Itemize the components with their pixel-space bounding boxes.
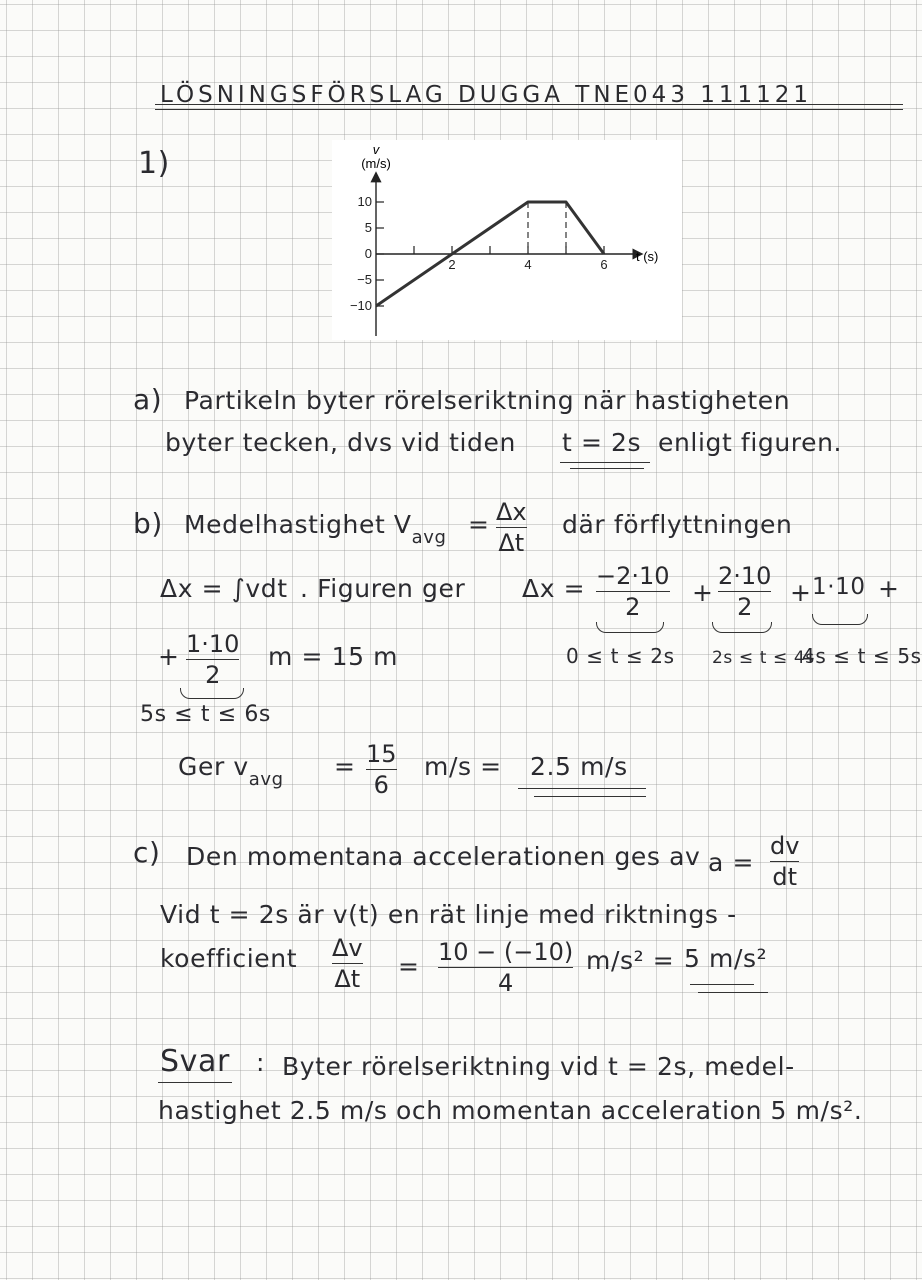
term1-denominator: 2 [625,593,641,621]
fraction-bar [596,591,670,592]
fraction-bar [438,967,573,968]
part-c-line1: Den momentana accelerationen ges av [186,842,701,871]
ger-symbol: Ger v [178,752,249,781]
part-b-eq: = [468,510,490,539]
range3-brace [812,614,868,625]
calc-denominator: 4 [498,969,514,997]
ger-answer: 2.5 m/s [530,752,628,781]
svar-label: Svar [160,1044,230,1079]
k-numerator: Δv [332,934,363,962]
dx-numerator: Δx [496,498,527,526]
part-c-line2: Vid t = 2s är v(t) en rät linje med riktnings - [160,900,737,929]
ger-numerator: 15 [366,740,397,768]
plus-sign: + [878,574,900,603]
ger-unit: m/s = [424,752,502,781]
x-axis-label: t (s) [636,249,659,264]
dt-denominator: dt [772,863,798,891]
part-a-line2-pre: byter tecken, dvs vid tiden [165,428,516,457]
term2-fraction [718,562,771,621]
velocity-chart-svg [332,140,682,340]
term2-denominator: 2 [737,593,753,621]
ger-fraction [366,740,397,799]
term3: 1·10 [812,574,866,600]
part-b-line1-post: där förflyttningen [562,510,793,539]
x-tick-label: 2 [448,257,456,272]
ger-subscript: avg [248,769,284,790]
term1-fraction [596,562,670,621]
y-tick-label: −10 [349,298,372,313]
y-tick-label: −5 [357,272,372,287]
plus-sign: + [692,578,714,607]
plus-sign: + [790,578,812,607]
term4-numerator: 1·10 [186,630,240,658]
svar-line2: hastighet 2.5 m/s och momentan acceleration 5 m/s². [158,1096,863,1125]
part-b-integral: Δx = ∫vdt [160,574,288,603]
calc-numerator: 10 − (−10) [438,938,574,966]
range1-brace [596,622,664,633]
y-axis-unit: (m/s) [361,156,391,171]
ger-answer-underline-2 [534,796,646,797]
part-a-answer: t = 2s [562,428,642,457]
calc-unit: m/s² = [586,946,675,975]
part-b-label: b) [133,507,163,540]
x-tick-label: 6 [600,257,608,272]
a-eq: a = [708,848,755,877]
part-c-answer: 5 m/s² [684,944,768,973]
range-2-4: 2s ≤ t ≤ 4s [712,648,815,668]
part-b-dx-eq: Δx = [522,574,586,603]
part-c-label: c) [133,836,161,869]
dv-dt-fraction [770,832,799,891]
fraction-bar [332,963,363,964]
page-title: LÖSNINGSFÖRSLAG DUGGA TNE043 111121 [160,82,813,108]
term2-numerator: 2·10 [718,562,772,590]
c-answer-underline-2 [698,992,768,993]
part-a-answer-underline-2 [570,468,644,469]
part-a-answer-underline-1 [560,462,650,463]
svar-colon: : [256,1048,266,1077]
c-answer-underline-1 [690,984,754,985]
range2-brace [712,622,772,633]
term4-fraction [186,630,239,689]
fraction-bar [366,769,397,770]
range4-brace [180,688,244,699]
term4-denominator: 2 [205,661,221,689]
part-a-line2-post: enligt figuren. [658,428,843,457]
term1-numerator: −2·10 [596,562,670,590]
x-tick-label: 4 [524,257,532,272]
range-4-5: 4s ≤ t ≤ 5s [802,644,922,668]
problem-number: 1) [138,146,170,181]
vavg-subscript: avg [411,527,447,548]
svar-underline [158,1082,232,1083]
calc-fraction [438,938,573,997]
vavg-symbol: Medelhastighet V [184,510,412,539]
fraction-bar [496,527,527,528]
dv-numerator: dv [770,832,800,860]
y-tick-label: 0 [364,246,372,261]
part-b-line1-pre [184,510,447,548]
fraction-bar [718,591,771,592]
range-0-2: 0 ≤ t ≤ 2s [566,644,675,668]
k-eq: = [398,952,420,981]
part-b-line2-mid: . Figuren ger [300,574,466,603]
part-a-label: a) [133,383,163,416]
ger-pre [178,752,284,790]
ger-answer-underline-1 [518,788,646,789]
part-a-line1: Partikeln byter rörelseriktning när hastigheten [184,386,791,415]
part-c-line3-pre: koefficient [160,944,298,973]
part-b-result: m = 15 m [268,642,399,671]
svar-line1: Byter rörelseriktning vid t = 2s, medel- [282,1052,795,1081]
range-5-6: 5s ≤ t ≤ 6s [140,702,271,727]
line3-plus: + [158,642,180,671]
ger-eq: = [334,752,356,781]
dt-denominator: Δt [498,529,525,557]
dx-dt-fraction [496,498,527,557]
dv-dt-k-fraction [332,934,363,993]
fraction-bar [770,861,799,862]
y-axis-symbol: v [372,142,380,157]
title-rule-1 [155,104,903,105]
velocity-chart [332,140,682,340]
k-denominator: Δt [334,965,361,993]
y-tick-label: 5 [364,220,372,235]
fraction-bar [186,659,239,660]
title-rule-2 [155,109,903,110]
ger-denominator: 6 [373,771,389,799]
y-tick-label: 10 [357,194,372,209]
